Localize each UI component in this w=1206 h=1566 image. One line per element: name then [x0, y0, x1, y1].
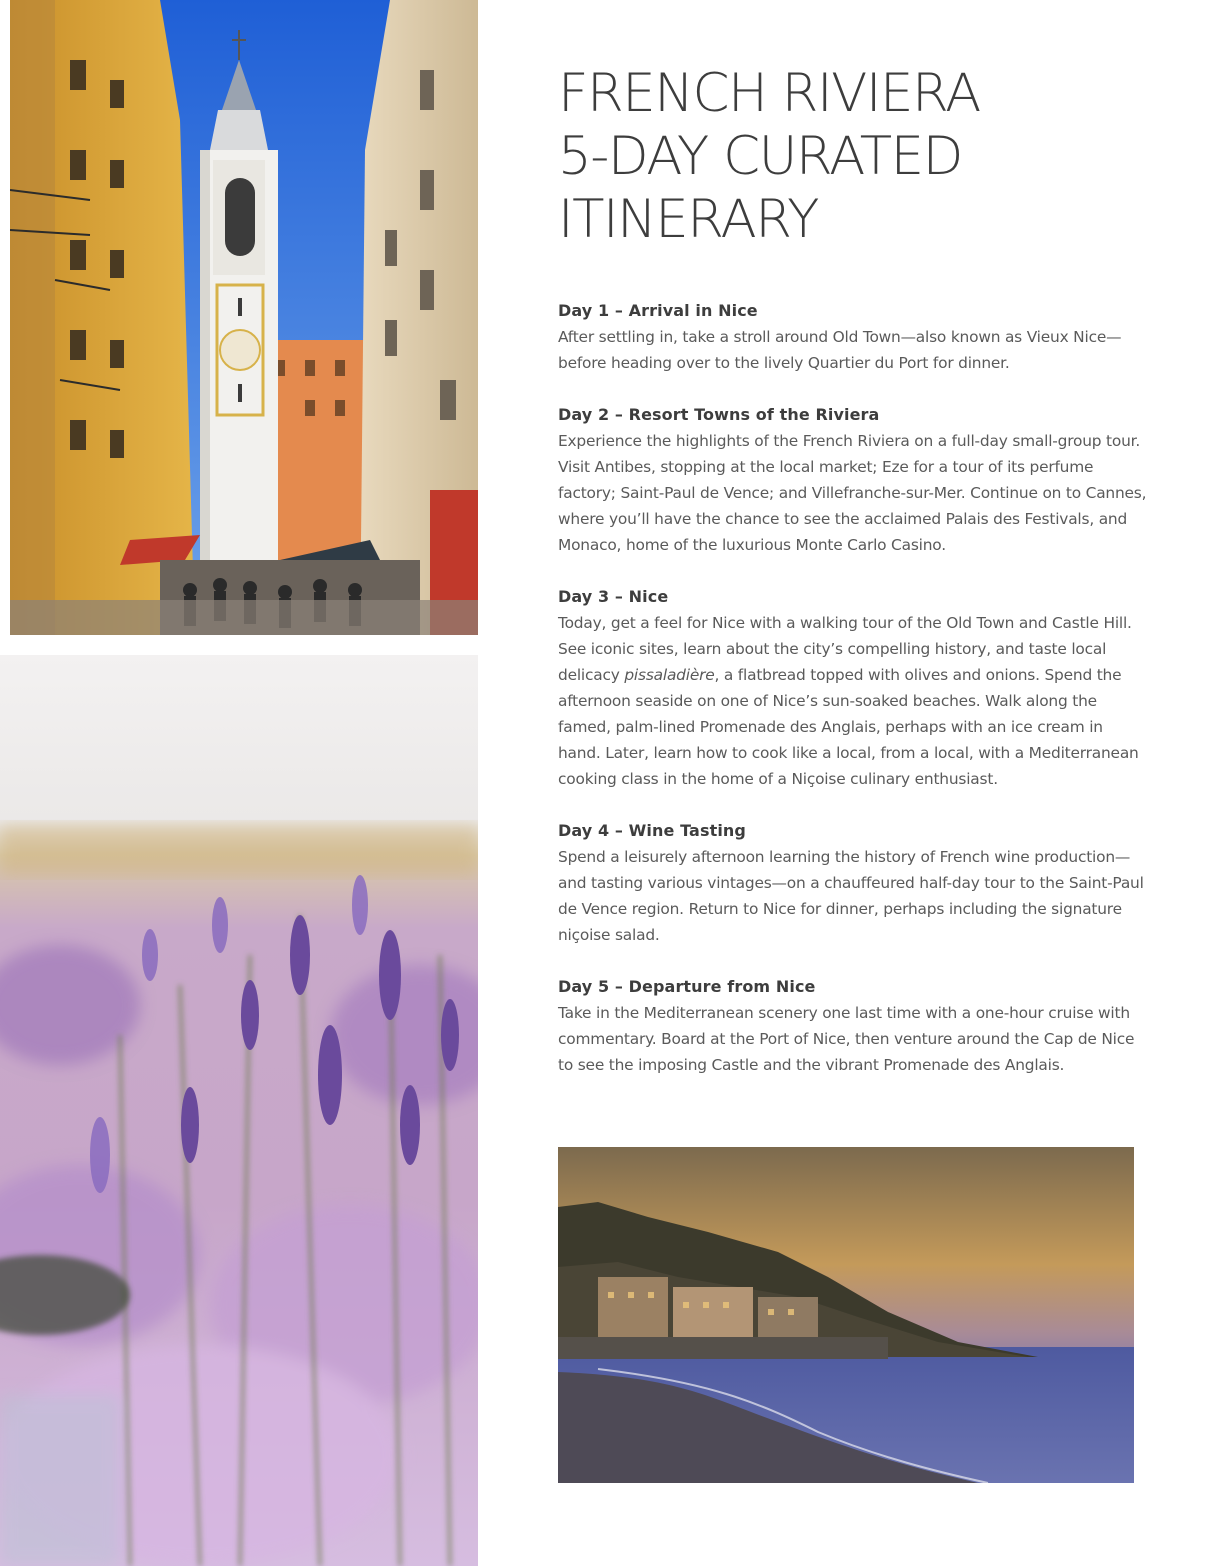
day-section [558, 402, 1148, 558]
day-description-text: Today, get a feel for Nice with a walking tour of the Old Town and Castle Hill. See iconic sites, learn about the city’s compelling history, and taste local delicacy [558, 614, 1132, 684]
day-heading: Day 2 – Resort Towns of the Riviera [558, 405, 880, 424]
day-description: After settling in, take a stroll around Old Town—also known as Vieux Nice—before heading over to the lively Quartier du Port for dinner. [558, 328, 1122, 372]
day-section [558, 974, 1148, 1078]
title-line-1: FRENCH RIVIERA [558, 63, 980, 124]
lavender-field-photo [0, 655, 478, 1566]
day-description: Experience the highlights of the French Riviera on a full-day small-group tour. Visit Antibes, stopping at the local market; Eze for a tour of its perfume factory; Saint-Paul de Vence; and Villefranche-sur-Mer. Continue on to Cannes, where you’ll have the chance to see the acclaimed Palais des Festivals, and Monaco, home of the luxurious Monte Carlo Casino. [558, 432, 1147, 554]
day-description: Take in the Mediterranean scenery one last time with a one-hour cruise with commentary. Board at the Port of Nice, then venture around the Cap de Nice to see the imposing Castle and the vibrant Promenade des Anglais. [558, 1004, 1135, 1074]
page-title [558, 62, 1158, 251]
day-section [558, 584, 1148, 792]
old-town-bell-tower-photo [10, 0, 478, 635]
title-line-3: ITINERARY [558, 189, 819, 250]
dish-name: pissaladière [624, 666, 715, 684]
day-description-text: , a flatbread topped with olives and onions. Spend the afternoon seaside on one of Nice’s sun-soaked beaches. Walk along the famed, palm-lined Promenade des Anglais, perhaps with an ice cream in hand. Later, learn how to cook like a local, from a local, with a Mediterranean cooking class in the home of a Niçoise culinary enthusiast. [558, 666, 1139, 788]
day-section [558, 818, 1148, 948]
title-line-2: 5-DAY CURATED [558, 126, 962, 187]
day-heading: Day 1 – Arrival in Nice [558, 301, 758, 320]
day-heading: Day 5 – Departure from Nice [558, 977, 816, 996]
nice-coastline-photo [558, 1147, 1134, 1483]
day-description [558, 610, 1148, 792]
day-section [558, 298, 1148, 376]
day-heading: Day 4 – Wine Tasting [558, 821, 746, 840]
itinerary-list [558, 298, 1148, 1104]
day-heading: Day 3 – Nice [558, 587, 669, 606]
day-description: Spend a leisurely afternoon learning the history of French wine production—and tasting various vintages—on a chauffeured half-day tour to the Saint-Paul de Vence region. Return to Nice for dinner, perhaps including the signature niçoise salad. [558, 848, 1144, 944]
